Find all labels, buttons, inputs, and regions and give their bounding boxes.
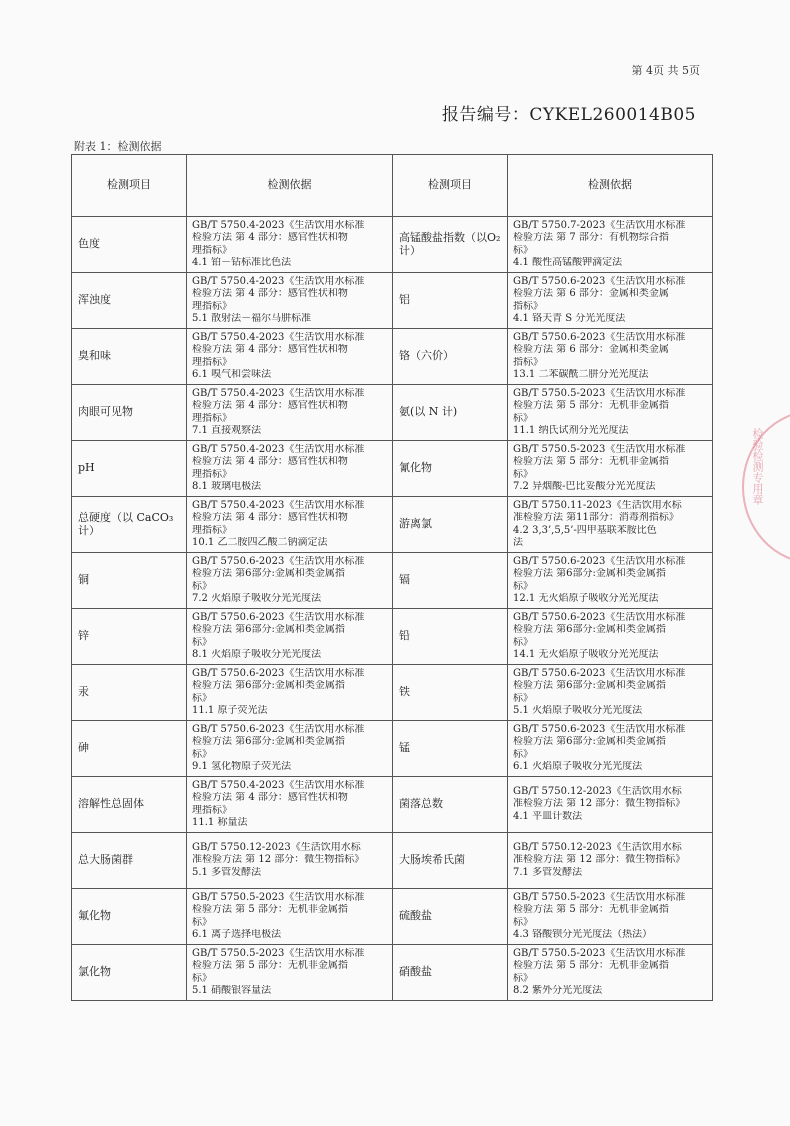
basis-line: 理指标》 [192,412,232,424]
basis-line: 4.1 酸性高锰酸钾滴定法 [513,257,623,268]
table-row [72,273,713,329]
test-basis-cell [187,273,393,329]
basis-line: 检验方法 第6部分:金属和类金属指 [192,736,345,747]
basis-line: 检验方法 第6部分:金属和类金属指 [513,680,666,691]
basis-line: GB/T 5750.4-2023《生活饮用水标准 [192,275,365,287]
table-row [72,441,713,497]
table-row [72,721,713,777]
table-row [72,833,713,889]
column-header: 检测项目 [72,155,187,217]
basis-line: 检验方法 第 4 部分：感官性状和物 [192,344,348,355]
test-item-cell: 大肠埃希氏菌 [393,833,508,889]
basis-line: 检验方法 第 5 部分：无机非金属指 [192,960,348,971]
basis-line: 5.1 散射法－福尔马肼标准 [192,313,312,324]
basis-line: 4.1 铬天青 S 分光光度法 [513,313,626,324]
basis-line: GB/T 5750.5-2023《生活饮用水标准 [192,947,365,959]
basis-line: 4.2 3,3’,5,5’-四甲基联苯胺比色 [513,524,657,536]
test-basis-cell [187,553,393,609]
test-basis-cell [187,497,393,553]
basis-line: 7.1 直接观察法 [192,425,262,436]
table-row [72,777,713,833]
basis-line: 标》 [192,972,212,984]
basis-line: 标》 [192,916,212,928]
basis-line: 8.1 火焰原子吸收分光光度法 [192,649,322,660]
basis-line: 12.1 无火焰原子吸收分光光度法 [513,593,659,604]
basis-line: GB/T 5750.6-2023《生活饮用水标准 [192,667,365,679]
basis-line: 6.1 离子选择电极法 [192,929,282,940]
test-item-cell: 氟化物 [72,889,187,945]
basis-line: 检验方法 第 4 部分：感官性状和物 [192,456,348,467]
test-basis-cell [187,609,393,665]
test-item-cell: 铬（六价） [393,329,508,385]
test-item-cell: 镉 [393,553,508,609]
test-basis-cell [508,385,713,441]
table-row [72,497,713,553]
basis-line: 检验方法 第 4 部分：感官性状和物 [192,512,348,523]
basis-line: 检验方法 第 5 部分：无机非金属指 [513,960,669,971]
basis-line: 10.1 乙二胺四乙酸二钠滴定法 [192,537,328,548]
test-item-cell: 游离氯 [393,497,508,553]
table-body [72,217,713,1001]
basis-line: 标》 [513,692,533,704]
basis-line: 4.1 平皿计数法 [513,810,583,822]
table-row [72,665,713,721]
test-basis-cell [187,945,393,1001]
test-basis-cell [187,217,393,273]
basis-line: 9.1 氢化物原子荧光法 [192,761,292,772]
seal-stamp [742,410,790,560]
column-header: 检测项目 [393,155,508,217]
basis-line: 检验方法 第6部分:金属和类金属指 [513,624,666,635]
basis-line: 检验方法 第 4 部分：感官性状和物 [192,232,348,243]
basis-line: GB/T 5750.4-2023《生活饮用水标准 [192,779,365,791]
column-header: 检测依据 [187,155,393,217]
basis-line: 4.1 铂－钴标准比色法 [192,257,292,268]
table-row [72,889,713,945]
basis-line: 8.2 紫外分光光度法 [513,985,603,996]
basis-line: GB/T 5750.6-2023《生活饮用水标准 [513,555,686,567]
basis-line: 标》 [513,412,533,424]
test-item-cell: 高锰酸盐指数（以O₂计） [393,217,508,273]
basis-line: GB/T 5750.6-2023《生活饮用水标准 [192,723,365,735]
basis-line: 准检验方法 第 12 部分：微生物指标》 [513,854,686,866]
test-item-cell: 氰化物 [393,441,508,497]
basis-line: 6.1 火焰原子吸收分光光度法 [513,761,643,772]
basis-line: 标》 [513,916,533,928]
test-item-cell: 铁 [393,665,508,721]
test-item-cell: 锌 [72,609,187,665]
basis-line: 5.1 火焰原子吸收分光光度法 [513,705,643,716]
test-basis-cell [508,329,713,385]
test-basis-cell [187,721,393,777]
test-item-cell: 总大肠菌群 [72,833,187,889]
test-item-cell: 氯化物 [72,945,187,1001]
basis-line: 标》 [513,580,533,592]
test-item-cell: 浑浊度 [72,273,187,329]
test-item-cell: 铝 [393,273,508,329]
table-row [72,553,713,609]
test-item-cell: 砷 [72,721,187,777]
basis-line: GB/T 5750.6-2023《生活饮用水标准 [513,275,686,287]
basis-line: GB/T 5750.4-2023《生活饮用水标准 [192,331,365,343]
basis-line: 检验方法 第6部分:金属和类金属指 [513,736,666,747]
basis-line: 检验方法 第 5 部分：无机非金属指 [513,904,669,915]
test-basis-cell [508,945,713,1001]
column-header: 检测依据 [508,155,713,217]
basis-line: 7.2 异烟酸-巴比妥酸分光光度法 [513,481,656,492]
basis-line: 检验方法 第 4 部分：感官性状和物 [192,288,348,299]
basis-line: 检验方法 第 5 部分：无机非金属指 [192,904,348,915]
basis-line: 5.1 硝酸银容量法 [192,985,272,996]
test-item-cell: 硫酸盐 [393,889,508,945]
test-basis-cell [187,833,393,889]
test-basis-cell [508,889,713,945]
test-basis-cell [187,441,393,497]
test-item-cell: 肉眼可见物 [72,385,187,441]
basis-line: 指标》 [513,300,543,312]
basis-line: 7.2 火焰原子吸收分光光度法 [192,593,322,604]
test-basis-cell [508,777,713,833]
page-indicator: 第 4页 共 5页 [631,64,700,77]
basis-line: GB/T 5750.5-2023《生活饮用水标准 [513,891,686,903]
table-row [72,217,713,273]
basis-line: 检验方法 第 6 部分：金属和类金属 [513,288,669,299]
basis-line: GB/T 5750.5-2023《生活饮用水标准 [513,947,686,959]
basis-line: GB/T 5750.4-2023《生活饮用水标准 [192,499,365,511]
test-item-cell: 硝酸盐 [393,945,508,1001]
basis-line: GB/T 5750.12-2023《生活饮用水标 [513,841,682,853]
table-row [72,609,713,665]
basis-line: 理指标》 [192,524,232,536]
basis-line: 标》 [513,972,533,984]
test-basis-cell [187,777,393,833]
test-basis-cell [187,329,393,385]
basis-line: 检验方法 第6部分:金属和类金属指 [192,568,345,579]
basis-line: GB/T 5750.4-2023《生活饮用水标准 [192,387,365,399]
basis-line: 理指标》 [192,300,232,312]
test-basis-cell [508,441,713,497]
basis-line: GB/T 5750.6-2023《生活饮用水标准 [192,555,365,567]
basis-line: 准检验方法 第11部分：消毒剂指标》 [513,512,679,523]
test-item-cell: 菌落总数 [393,777,508,833]
test-basis-cell [187,665,393,721]
basis-line: 8.1 玻璃电极法 [192,481,262,492]
test-item-cell: 氨(以 N 计) [393,385,508,441]
basis-line: 检验方法 第6部分:金属和类金属指 [513,568,666,579]
test-item-cell: 汞 [72,665,187,721]
test-item-cell: 铜 [72,553,187,609]
basis-line: GB/T 5750.12-2023《生活饮用水标 [192,841,361,853]
basis-line: 检验方法 第 6 部分：金属和类金属 [513,344,669,355]
test-basis-cell [508,497,713,553]
basis-line: GB/T 5750.5-2023《生活饮用水标准 [192,891,365,903]
basis-line: GB/T 5750.7-2023《生活饮用水标准 [513,219,686,231]
basis-line: GB/T 5750.12-2023《生活饮用水标 [513,785,682,797]
seal-text: 检验检测专用章 [751,428,764,505]
basis-line: 标》 [192,748,212,760]
test-basis-cell [508,833,713,889]
table-row [72,329,713,385]
table-caption: 附表 1：检测依据 [74,140,162,153]
basis-line: 检验方法 第 4 部分：感官性状和物 [192,792,348,803]
test-basis-cell [508,721,713,777]
basis-line: 标》 [192,580,212,592]
test-basis-cell [508,665,713,721]
basis-line: 法 [513,537,523,548]
basis-line: 理指标》 [192,804,232,816]
basis-line: 6.1 嗅气和尝味法 [192,369,272,380]
basis-line: GB/T 5750.6-2023《生活饮用水标准 [513,611,686,623]
basis-line: 检验方法 第 5 部分：无机非金属指 [513,400,669,411]
basis-line: 理指标》 [192,356,232,368]
basis-line: 理指标》 [192,468,232,480]
basis-line: 11.1 原子荧光法 [192,705,268,716]
test-item-cell: 铅 [393,609,508,665]
basis-line: 检验方法 第 7 部分：有机物综合指 [513,232,669,243]
basis-line: 标》 [513,636,533,648]
basis-line: GB/T 5750.6-2023《生活饮用水标准 [513,723,686,735]
test-basis-table [71,154,713,1001]
basis-line: 检验方法 第 4 部分：感官性状和物 [192,400,348,411]
basis-line: GB/T 5750.11-2023《生活饮用水标 [513,499,682,511]
test-item-cell: 总硬度（以 CaCO₃ 计） [72,497,187,553]
basis-line: 11.1 纳氏试剂分光光度法 [513,425,629,436]
basis-line: GB/T 5750.4-2023《生活饮用水标准 [192,219,365,231]
basis-line: 标》 [513,468,533,480]
test-item-cell: 色度 [72,217,187,273]
test-basis-cell [508,273,713,329]
basis-line: 指标》 [513,356,543,368]
basis-line: 标》 [513,748,533,760]
basis-line: 14.1 无火焰原子吸收分光光度法 [513,649,659,660]
test-item-cell: 溶解性总固体 [72,777,187,833]
basis-line: GB/T 5750.6-2023《生活饮用水标准 [513,331,686,343]
basis-line: 4.3 铬酸钡分光光度法（热法） [513,929,653,940]
basis-line: GB/T 5750.6-2023《生活饮用水标准 [513,667,686,679]
report-number: 报告编号：CYKEL260014B05 [441,105,696,125]
basis-line: GB/T 5750.5-2023《生活饮用水标准 [513,387,686,399]
test-item-cell: pH [72,441,187,497]
basis-line: 11.1 称量法 [192,817,248,828]
basis-line: 检验方法 第6部分:金属和类金属指 [192,680,345,691]
basis-line: 准检验方法 第 12 部分：微生物指标》 [513,798,686,810]
basis-line: 准检验方法 第 12 部分：微生物指标》 [192,854,365,866]
basis-line: 标》 [192,692,212,704]
basis-line: 标》 [192,636,212,648]
test-item-cell: 臭和味 [72,329,187,385]
basis-line: GB/T 5750.6-2023《生活饮用水标准 [192,611,365,623]
test-basis-cell [508,553,713,609]
table-header-row [72,155,713,217]
basis-line: 5.1 多管发酵法 [192,866,262,878]
test-item-cell: 锰 [393,721,508,777]
basis-line: 检验方法 第 5 部分：无机非金属指 [513,456,669,467]
basis-line: 理指标》 [192,244,232,256]
test-basis-cell [508,217,713,273]
table-row [72,945,713,1001]
basis-line: 标》 [513,244,533,256]
basis-line: 7.1 多管发酵法 [513,866,583,878]
basis-line: GB/T 5750.5-2023《生活饮用水标准 [513,443,686,455]
test-basis-cell [187,385,393,441]
test-basis-cell [187,889,393,945]
basis-line: 13.1 二苯碳酰二肼分光光度法 [513,369,649,380]
basis-line: 检验方法 第6部分:金属和类金属指 [192,624,345,635]
table-row [72,385,713,441]
test-basis-cell [508,609,713,665]
basis-line: GB/T 5750.4-2023《生活饮用水标准 [192,443,365,455]
